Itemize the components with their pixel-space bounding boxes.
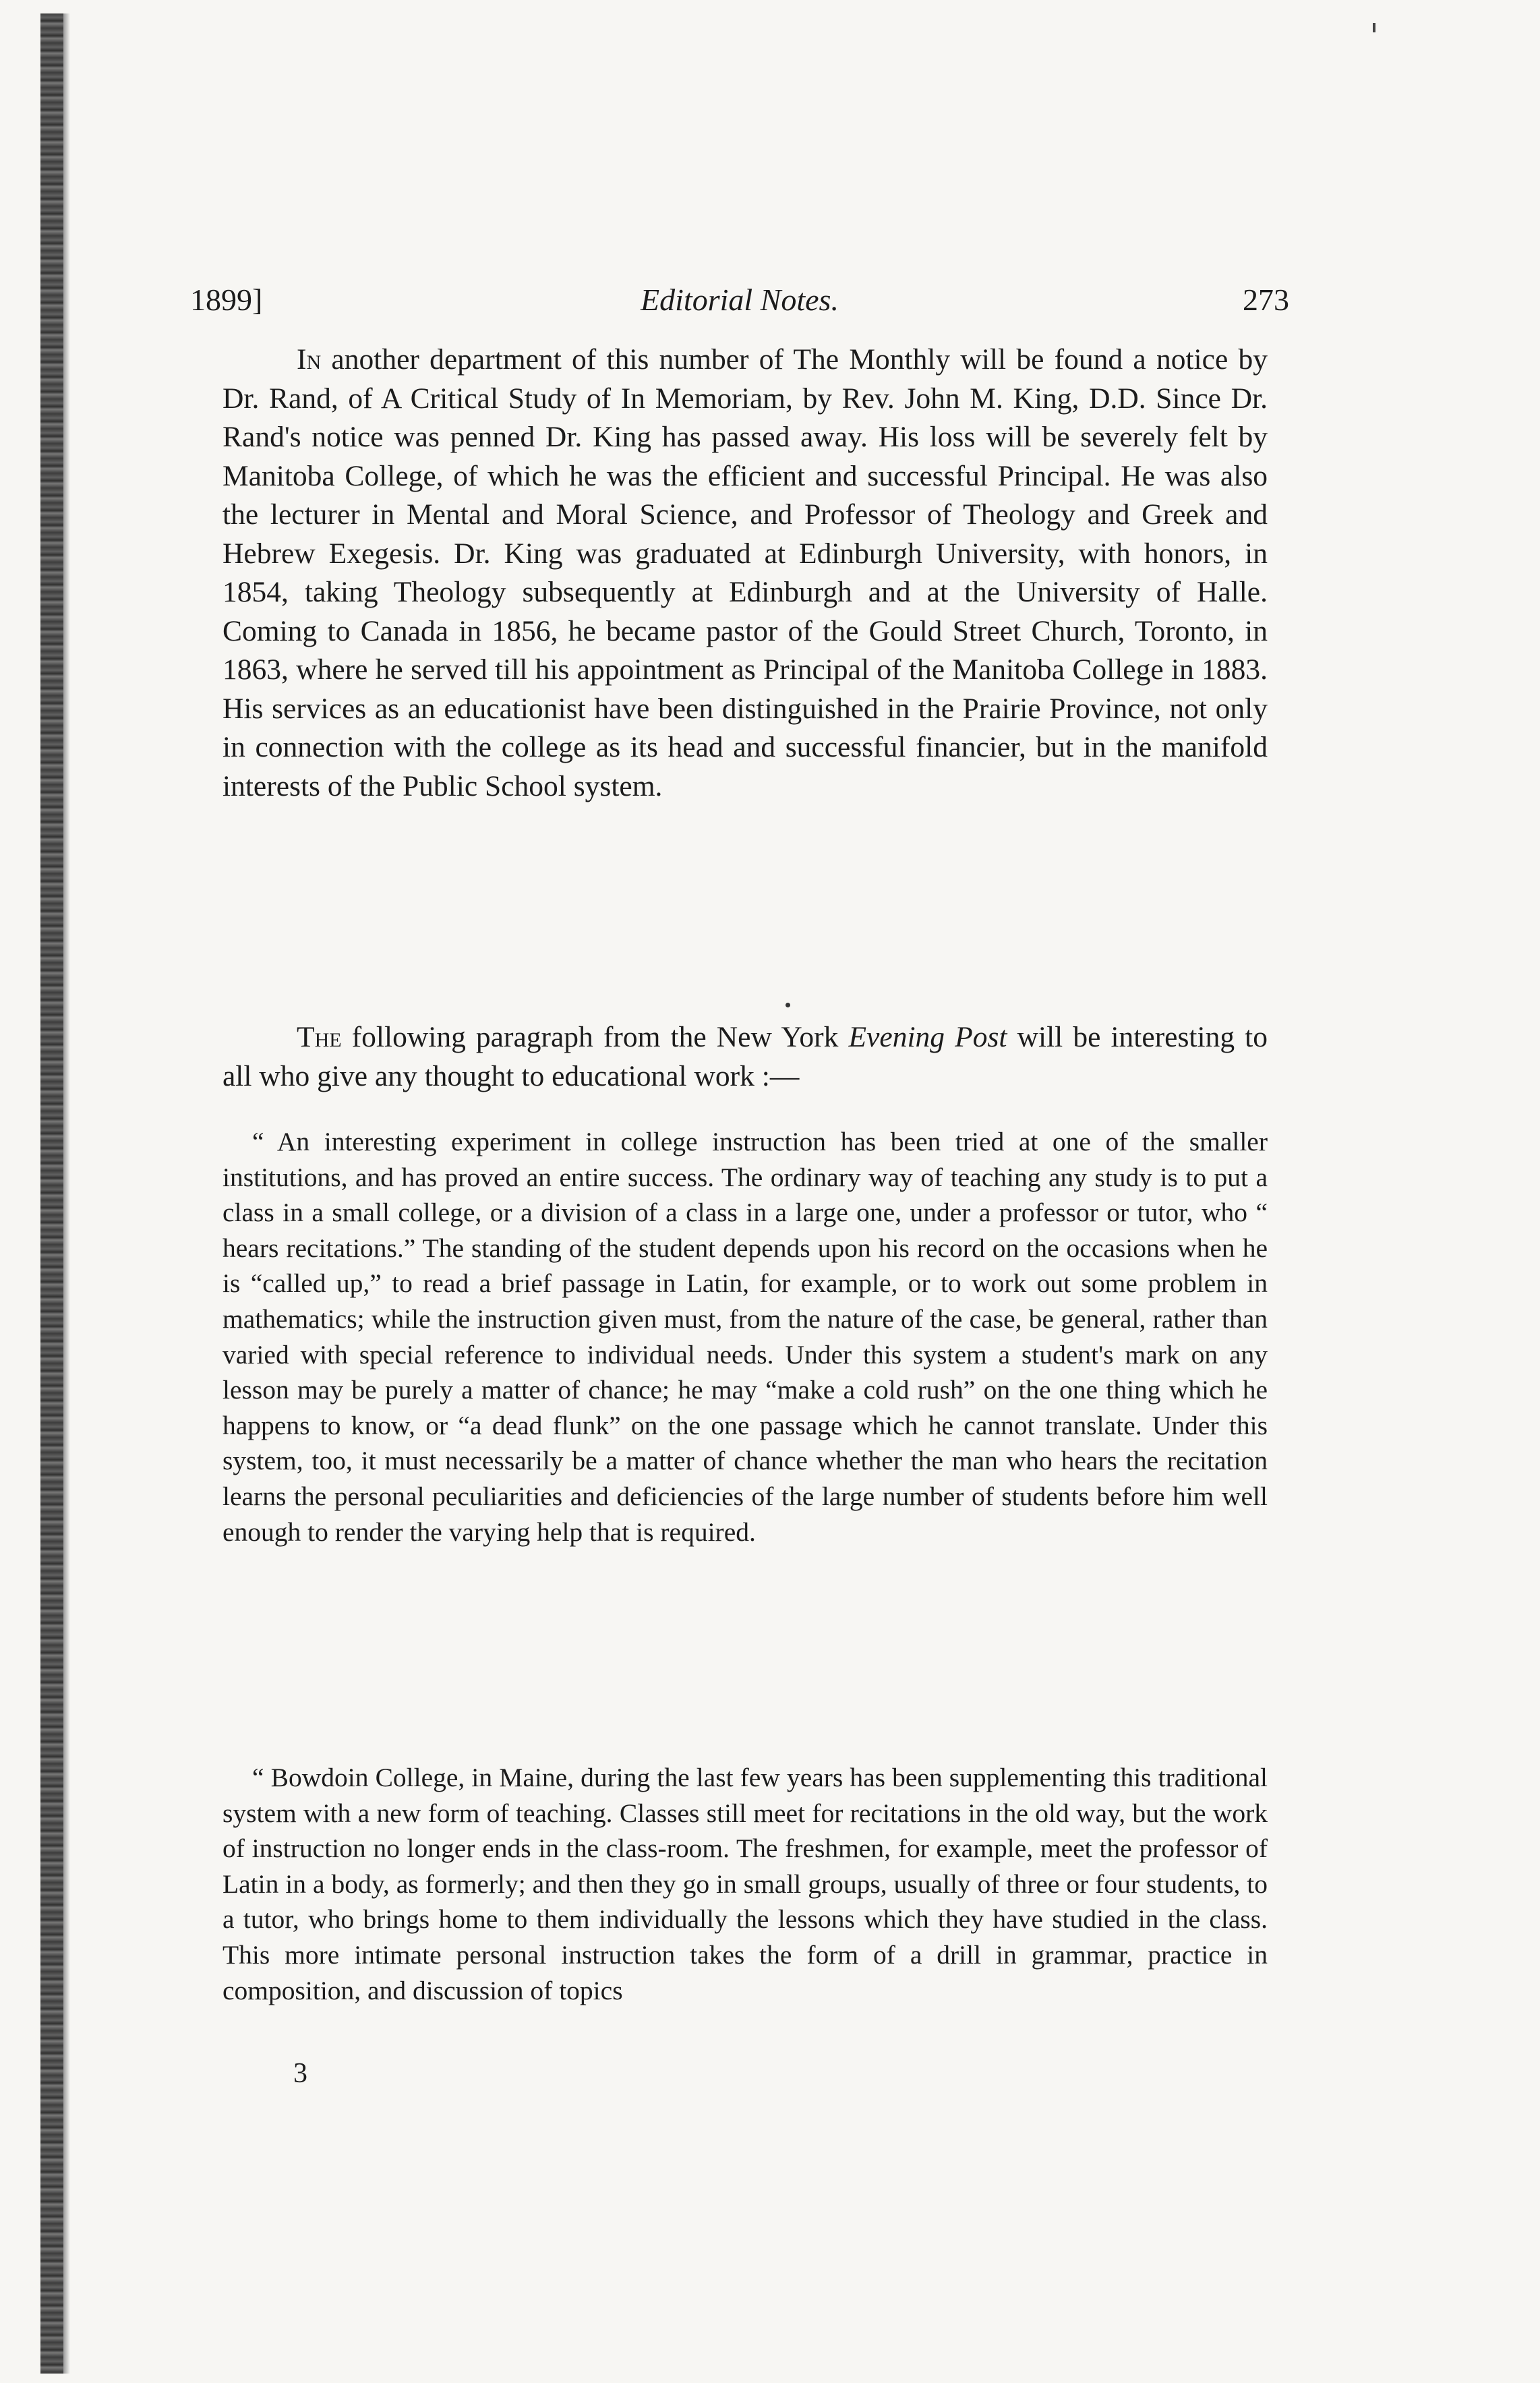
header-title: Editorial Notes.	[641, 283, 839, 317]
running-header	[190, 276, 1289, 324]
spine-shadow	[63, 13, 70, 2374]
paragraph-text: another department of this number of The Monthly will be found a notice by Dr. Rand, of A Critical Study of In Memoriam, by Rev. John M. King, D.D. Since Dr. Rand's notice was penned Dr. King has passed away. His loss will be severely felt by Manitoba College, of which he was the efficient and successful Principal. He was also the lecturer in Mental and Moral Science, and Professor of Theology and Greek and Hebrew Exegesis. Dr. King was graduated at Edinburgh University, with honors, in 1854, taking Theology subsequently at Edinburgh and at the University of Halle. Coming to Canada in 1856, he became pastor of the Gould Street Church, Toronto, in 1863, where he served till his appointment as Principal of the Manitoba College in 1883. His services as an educationist have been distinguished in the Prairie Province, not only in connection with the college as its head and successful financier, but in the manifold interests of the Public School system.	[223, 343, 1268, 802]
paragraph-lead: The	[297, 1021, 342, 1053]
quote-paragraph-1: “ An interesting experiment in college instruction has been tried at one of the smaller institutions, and has proved an entire success. The ordinary way of teaching any study is to put a class in a small college, or a division of a class in a large one, under a professor or tutor, who “ hears recitations.” The standing of the student depends upon his record on the occasions when he is “called up,” to read a brief passage in Latin, for example, or to work out some problem in mathematics; while the instruction given must, from the nature of the case, be general, rather than varied with special reference to individual needs. Under this system a student's mark on any lesson may be purely a matter of chance; he may “make a cold rush” on the one thing which he happens to know, or “a dead flunk” on the one passage which he cannot translate. Under this system, too, it must necessarily be a matter of chance whether the man who hears the recitation learns the personal peculiarities and deficiencies of the large number of students before him well enough to render the varying help that is required.	[223, 1127, 1268, 1547]
paragraph-evening-post-intro	[223, 1018, 1268, 1096]
signature-mark: 3	[293, 2058, 307, 2089]
separator-dot	[786, 1003, 790, 1007]
page-number: 273	[1243, 283, 1289, 317]
paragraph-text: will be interesting to all who give any thought to educational work :—	[223, 1021, 1268, 1092]
quote-paragraph-2: “ Bowdoin College, in Maine, during the last few years has been supplementing this traditional system with a new form of teaching. Classes still meet for recitations in the old way, but the work of instruction no longer ends in the class-room. The freshmen, for example, meet the professor of Latin in a body, as formerly; and then they go in small groups, usually of three or four students, to a tutor, who brings home to them individually the lessons which they have studied in the class. This more intimate personal instruction takes the form of a drill in grammar, practice in composition, and discussion of topics	[223, 1763, 1268, 2005]
scan-speck	[1373, 23, 1375, 32]
paragraph-king-notice	[223, 341, 1268, 806]
book-spine-edge	[40, 13, 63, 2374]
paragraph-lead: In	[297, 343, 322, 376]
paragraph-text: following paragraph from the New York	[351, 1021, 839, 1053]
publication-title: Evening Post	[848, 1021, 1007, 1053]
header-year: 1899]	[190, 283, 263, 317]
